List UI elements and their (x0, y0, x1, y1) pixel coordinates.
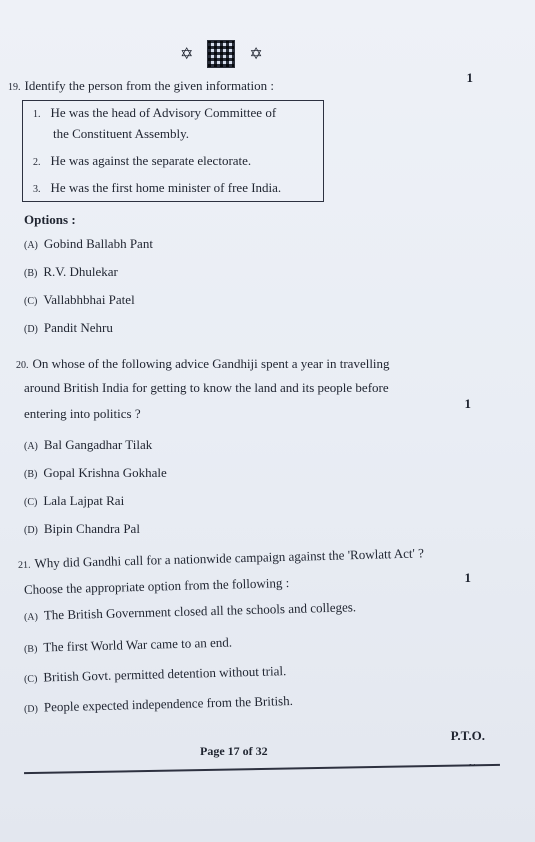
question-20-line3: entering into politics ? (24, 406, 141, 421)
q21-option-a[interactable]: (A) The British Government closed all the schools and colleges. (23, 599, 357, 623)
question-19-text: 19. Identify the person from the given information : (8, 78, 274, 93)
q20-option-a[interactable]: (A) Bal Gangadhar Tilak (24, 437, 153, 452)
q21-option-d[interactable]: (D) People expected independence from the British. (23, 692, 294, 715)
page-number: Page 17 of 32 (200, 744, 268, 758)
q20-option-d[interactable]: (D) Bipin Chandra Pal (24, 521, 140, 536)
info-item-1: 1. He was the head of Advisory Committee of (33, 105, 277, 120)
info-item-2: 2. He was against the separate electorate. (33, 153, 252, 168)
question-20-line1: 20. On whose of the following advice Gandhiji spent a year in travelling (16, 356, 390, 371)
page-header (180, 40, 263, 68)
question-19-info-box (22, 100, 324, 202)
q19-option-b[interactable]: (B) R.V. Dhulekar (24, 264, 118, 279)
qr-code-icon (207, 40, 235, 68)
info-item-3: 3. He was the first home minister of free India. (33, 180, 282, 195)
q19-option-d[interactable]: (D) Pandit Nehru (24, 320, 113, 335)
question-20-marks: 1 (464, 396, 471, 411)
q21-option-c[interactable]: (C) British Govt. permitted detention without trial. (23, 663, 287, 685)
question-21-line1: 21. Why did Gandhi call for a nationwide campaign against the 'Rowlatt Act' ? (17, 545, 425, 571)
options-label: Options : (24, 212, 76, 227)
q19-option-c[interactable]: (C) Vallabhbhai Patel (24, 292, 135, 307)
footer-divider (24, 764, 500, 774)
q21-option-b[interactable]: (B) The first World War came to an end. (23, 634, 233, 655)
question-19-marks: 1 (466, 70, 473, 85)
star-icon-left: ✡ (180, 46, 194, 63)
q20-option-c[interactable]: (C) Lala Lajpat Rai (24, 493, 125, 508)
q20-option-b[interactable]: (B) Gopal Krishna Gokhale (24, 465, 167, 480)
star-icon-right: ✡ (249, 46, 263, 63)
question-21-line2: Choose the appropriate option from the following : (23, 575, 290, 597)
question-20-line2: around British India for getting to know the land and its people before (24, 380, 389, 395)
pto-label: P.T.O. (450, 728, 485, 743)
q19-option-a[interactable]: (A) Gobind Ballabh Pant (24, 236, 153, 251)
info-item-1-cont: the Constituent Assembly. (53, 126, 190, 141)
question-21-marks: 1 (464, 570, 471, 585)
tilde-mark: ~ (468, 758, 475, 772)
